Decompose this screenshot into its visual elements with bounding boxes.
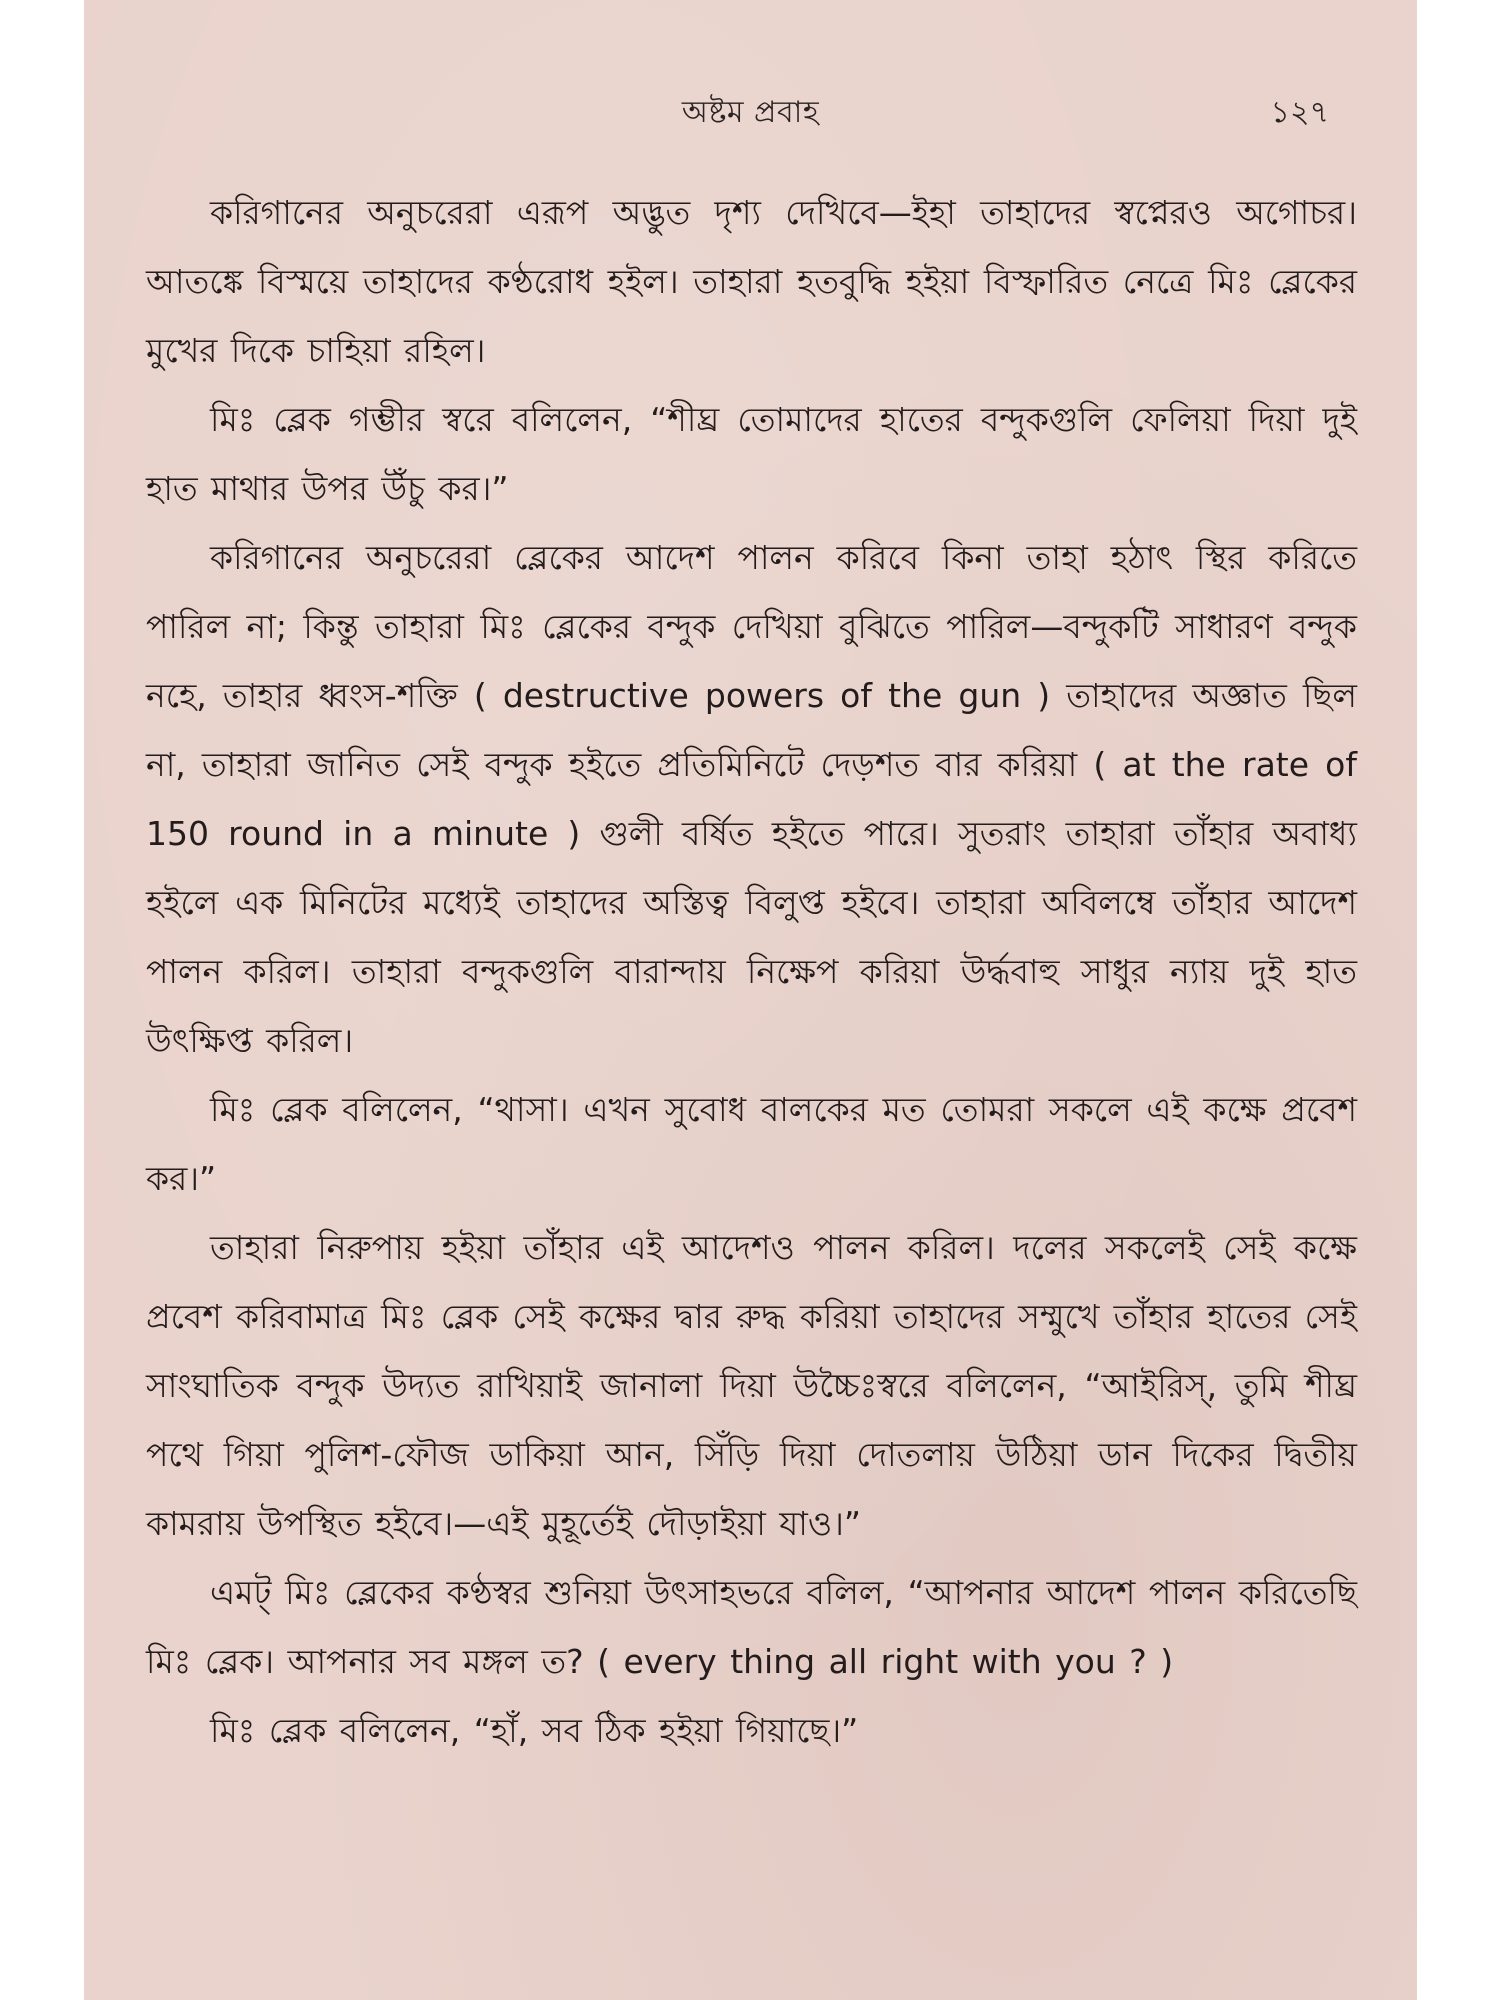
paragraph-6: এমট্ মিঃ ব্লেকের কণ্ঠস্বর শুনিয়া উৎসাহভরে বলিল, “আপনার আদেশ পালন করিতেছি মিঃ ব্লেক। আপনার সব মঙ্গল ত? ( every thing all right with you ? ) xyxy=(146,1573,1357,1681)
paragraph-7: মিঃ ব্লেক বলিলেন, “হাঁ, সব ঠিক হইয়া গিয়াছে।” xyxy=(210,1711,859,1750)
book-page xyxy=(84,0,1417,2000)
paragraph-1: করিগানের অনুচরেরা এরূপ অদ্ভুত দৃশ্য দেখিবে—ইহা তাহাদের স্বপ্নেরও অগোচর। আতঙ্কে বিস্ময়ে তাহাদের কণ্ঠরোধ হইল। তাহারা হতবুদ্ধি হইয়া বিস্ফারিত নেত্রে মিঃ ব্লেকের মুখের দিকে চাহিয়া রহিল। xyxy=(146,193,1357,370)
paragraph-2: মিঃ ব্লেক গম্ভীর স্বরে বলিলেন, “শীঘ্র তোমাদের হাতের বন্দুকগুলি ফেলিয়া দিয়া দুই হাত মাথার উপর উঁচু কর।” xyxy=(146,400,1357,508)
chapter-running-title: অষ্টম প্রবাহ xyxy=(681,95,820,130)
body-text xyxy=(146,178,1357,1765)
paragraph-3: করিগানের অনুচরেরা ব্লেকের আদেশ পালন করিবে কিনা তাহা হঠাৎ স্থির করিতে পারিল না; কিন্তু তাহারা মিঃ ব্লেকের বন্দুক দেখিয়া বুঝিতে পারিল—বন্দুকটি সাধারণ বন্দুক নহে, তাহার ধ্বংস-শক্তি ( destructive powers of the gun ) তাহাদের অজ্ঞাত ছিল না, তাহারা জানিত সেই বন্দুক হইতে প্রতিমিনিটে দেড়শত বার করিয়া ( at the rate of 150 round in a minute ) গুলী বর্ষিত হইতে পারে। সুতরাং তাহারা তাঁহার অবাধ্য হইলে এক মিনিটের মধ্যেই তাহাদের অস্তিত্ব বিলুপ্ত হইবে। তাহারা অবিলম্বে তাঁহার আদেশ পালন করিল। তাহারা বন্দুকগুলি বারান্দায় নিক্ষেপ করিয়া উর্দ্ধবাহু সাধুর ন্যায় দুই হাত উৎক্ষিপ্ত করিল। xyxy=(146,538,1357,1060)
running-head xyxy=(84,88,1417,136)
paragraph-5: তাহারা নিরুপায় হইয়া তাঁহার এই আদেশও পালন করিল। দলের সকলেই সেই কক্ষে প্রবেশ করিবামাত্র মিঃ ব্লেক সেই কক্ষের দ্বার রুদ্ধ করিয়া তাহাদের সম্মুখে তাঁহার হাতের সেই সাংঘাতিক বন্দুক উদ্যত রাখিয়াই জানালা দিয়া উচ্চৈঃস্বরে বলিলেন, “আইরিস্, তুমি শীঘ্র পথে গিয়া পুলিশ-ফৌজ ডাকিয়া আন, সিঁড়ি দিয়া দোতলায় উঠিয়া ডান দিকের দ্বিতীয় কামরায় উপস্থিত হইবে।—এই মুহূর্তেই দৌড়াইয়া যাও।” xyxy=(146,1228,1357,1543)
page-number: ১২৭ xyxy=(1270,95,1329,130)
paragraph-4: মিঃ ব্লেক বলিলেন, “থাসা। এখন সুবোধ বালকের মত তোমরা সকলে এই কক্ষে প্রবেশ কর।” xyxy=(146,1090,1357,1198)
